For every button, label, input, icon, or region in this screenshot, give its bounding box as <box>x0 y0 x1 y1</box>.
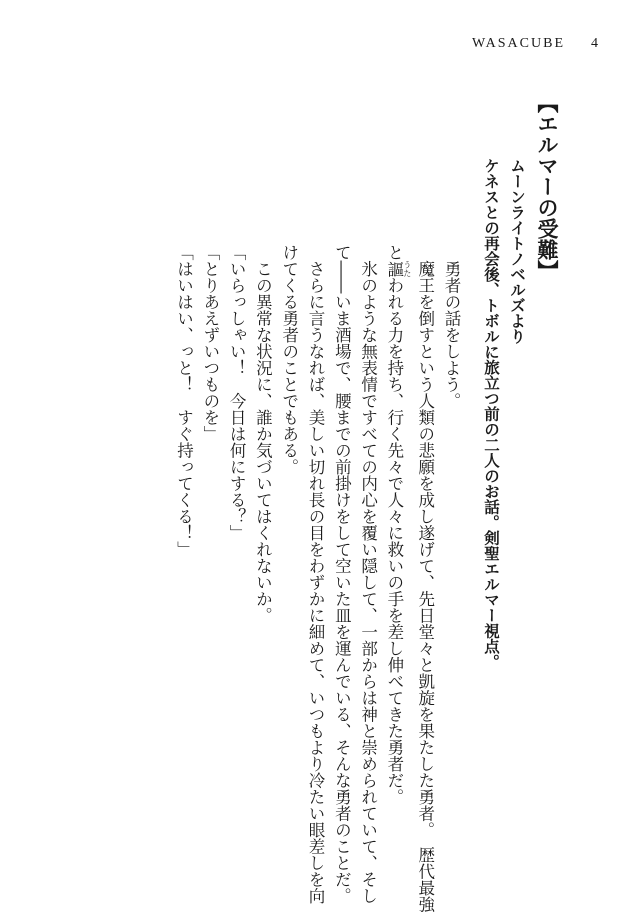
paragraph: 魔王を倒すという人類の悲願を成し遂げて、先日堂々と凱旋を果たした勇者。 歴代最強 <box>415 244 435 912</box>
subtitle-description: ケネスとの再会後、トボルに旅立つ前の二人のお話。剣聖エルマー視点。 <box>482 158 500 670</box>
paragraph <box>381 244 412 884</box>
story-body <box>170 244 464 912</box>
text-run: と <box>384 244 404 261</box>
paragraph: さらに言うなれば、美しい切れ長の目をわずかに細めて、いつもより冷たい眼差しを向 <box>306 244 326 904</box>
text-run: われる力を持ち、行く先々で人々に救いの手を差し伸べてきた勇者だ。 <box>384 277 404 805</box>
paragraph: 氷のような無表情ですべての内心を覆い隠して、一部からは神と崇められていて、そし <box>358 244 378 904</box>
dialogue-line: 「はいはい、っと！ すぐ持ってくる！」 <box>174 244 194 558</box>
subtitle-source: ムーンライトノベルズより <box>508 158 526 344</box>
site-name: WASACUBE <box>471 36 565 51</box>
paragraph: て――いま酒場で、腰までの前掛けをして空いた皿を運んでいる、そんな勇者のことだ。 <box>332 244 352 904</box>
page-header <box>472 36 600 52</box>
ruby-annotation <box>384 260 412 278</box>
paragraph: けてくる勇者のことでもある。 <box>279 244 299 475</box>
page-number: 4 <box>591 36 600 51</box>
chapter-title: 【エルマーの受難】 <box>535 92 559 281</box>
paragraph: 勇者の話をしよう。 <box>442 244 461 409</box>
dialogue-line: 「いらっしゃい！ 今日は何にする？」 <box>227 244 247 541</box>
ruby-base: 謳 <box>384 260 404 277</box>
paragraph: この異常な状況に、誰か気づいてはくれないか。 <box>253 244 273 624</box>
ruby-text: うた <box>402 260 412 277</box>
dialogue-line: 「とりあえずいつものを」 <box>200 244 220 442</box>
